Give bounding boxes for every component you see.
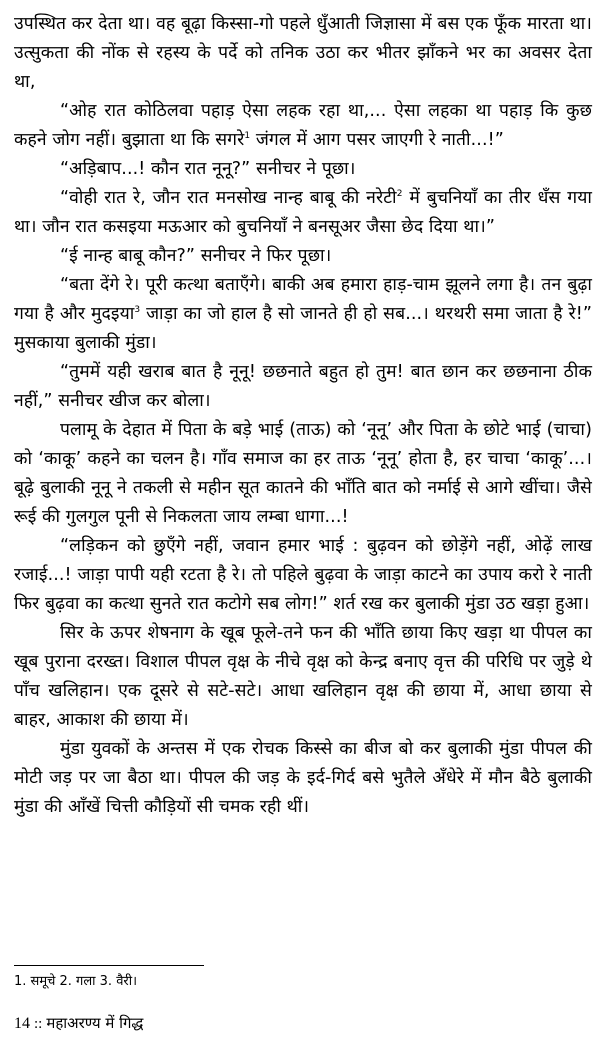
footnotes: 1. समूचे 2. गला 3. वैरी। <box>14 974 138 989</box>
paragraph-p9 <box>14 532 592 619</box>
paragraph-text: मुंडा युवकों के अन्तस में एक रोचक किस्से का बीज बो कर बुलाकी मुंडा पीपल की मोटी जड़ पर जा बैठा था। पीपल की जड़ के इर्द-गिर्द बसे भुतैले अँधेरे में मौन बैठे बुलाकी मुंडा की आँखें चित्ती कौड़ियों सी चमक रही थीं। <box>14 739 592 817</box>
paragraph-text: “तुममें यही खराब बात है नूनू! छछनाते बहुत हो तुम! बात छान कर छछनाना ठीक नहीं,” सनीचर खीज कर बोला। <box>14 362 592 411</box>
paragraph-text: “वोही रात रे, जौन रात मनसोख नान्ह बाबू की नरेटी <box>60 188 397 208</box>
footnote-divider <box>14 965 204 966</box>
page-footer <box>14 1012 143 1035</box>
footer-separator: :: <box>34 1016 43 1032</box>
paragraph-p6 <box>14 271 592 358</box>
paragraph-p10 <box>14 619 592 735</box>
paragraph-p2 <box>14 97 592 155</box>
footnote-marker: 2 <box>396 189 403 200</box>
page-number: 14 <box>14 1015 30 1032</box>
paragraph-text: “ई नान्ह बाबू कौन?” सनीचर ने फिर पूछा। <box>60 246 332 266</box>
book-title: महाअरण्य में गिद्ध <box>46 1014 144 1032</box>
paragraph-text: सिर के ऊपर शेषनाग के खूब फूले-तने फन की भाँति छाया किए खड़ा था पीपल का खूब पुराना दरख्त। विशाल पीपल वृक्ष के नीचे वृक्ष को केन्द्र बनाए वृत्त की परिधि पर जुड़े थे पाँच खलिहान। एक दूसरे से सटे-सटे। आधा खलिहान वृक्ष की छाया में, आधा छाया से बाहर, आकाश की छाया में। <box>14 623 592 730</box>
paragraph-p7 <box>14 358 592 416</box>
body-text <box>14 10 592 822</box>
paragraph-p5 <box>14 242 592 271</box>
paragraph-p4 <box>14 184 592 242</box>
paragraph-text: “लड़िकन को छुएँगे नहीं, जवान हमार भाई : बुढ़वन को छोड़ेंगे नहीं, ओढ़ें लाख रजाई...! जाड़ा पापी यही रटता है रे। तो पहिले बुढ़वा के जाड़ा काटने का उपाय करो रे नाती फिर बुढ़वा का कत्था सुनते रात कटोगे सब लोग!” शर्त रख कर बुलाकी मुंडा उठ खड़ा हुआ। <box>14 536 592 614</box>
paragraph-text: में बुचनियाँ का तीर धँस गया था। जौन रात कसइया मऊआर को बुचनियाँ ने बनसूअर जैसा छेद दिया था।” <box>14 188 592 237</box>
paragraph-p3 <box>14 155 592 184</box>
footnote-marker: 1 <box>244 131 251 142</box>
paragraph-text: उपस्थित कर देता था। वह बूढ़ा किस्सा-गो पहले धुँआती जिज्ञासा में बस एक फूँक मारता था। उत्सुकता की नोंक से रहस्य के पर्दे को तनिक उठा कर भीतर झाँकने भर का अवसर देता था, <box>14 14 593 92</box>
paragraph-p8 <box>14 416 592 532</box>
paragraph-p1 <box>14 10 592 97</box>
paragraph-text: “बता देंगे रे। पूरी कत्था बताएँगे। बाकी अब हमारा हाड़-चाम झूलने लगा है। तन बुढ़ा गया है और मुदइया <box>14 275 592 324</box>
paragraph-text: “अड़िबाप...! कौन रात नूनू?” सनीचर ने पूछा। <box>60 159 356 179</box>
paragraph-text: जाड़ा का जो हाल है सो जानते ही हो सब...। थरथरी समा जाता है रे!” मुसकाया बुलाकी मुंडा। <box>14 304 592 353</box>
paragraph-text: पलामू के देहात में पिता के बड़े भाई (ताऊ) को ‘नूनू’ और पिता के छोटे भाई (चाचा) को ‘काकू’ कहने का चलन है। गाँव समाज का हर ताऊ ‘नूनू’ होता है, हर चाचा ‘काकू’...। बूढ़े बुलाकी नूनू ने तकली से महीन सूत कातने की भाँति बात को नर्माई से आगे खींचा। जैसे रूई की गुलगुल पूनी से निकलता जाय लम्बा धागा...! <box>14 420 592 527</box>
paragraph-p11 <box>14 735 592 822</box>
footnote-marker: 3 <box>134 305 141 316</box>
paragraph-text: जंगल में आग पसर जाएगी रे नाती...!” <box>250 130 504 150</box>
paragraph-text: “ओह रात कोठिलवा पहाड़ ऐसा लहक रहा था,... ऐसा लहका था पहाड़ कि कुछ कहने जोग नहीं। बुझाता था कि सगरे <box>14 101 592 150</box>
